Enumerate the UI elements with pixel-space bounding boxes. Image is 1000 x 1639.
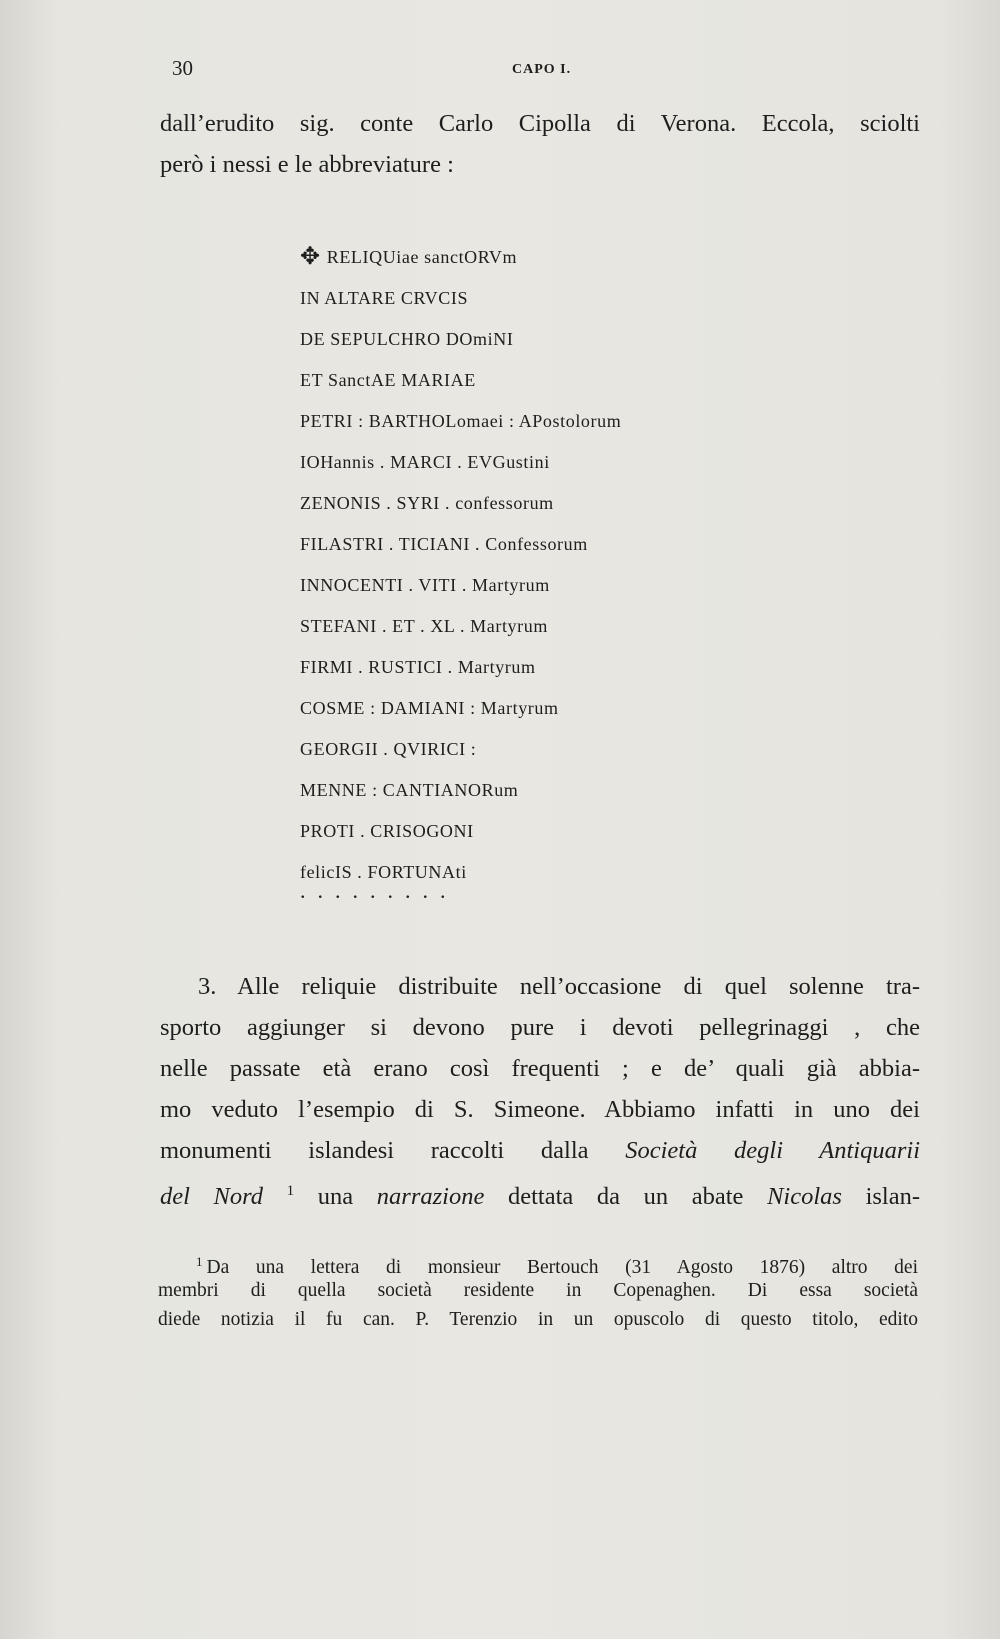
- footnote-line: [158, 1247, 918, 1276]
- footnote-line: diede notizia il fu can. P. Terenzio in un opuscolo di questo titolo, edito: [158, 1309, 918, 1330]
- text-line: 3. Alle reliquie distribuite nell’occasione di quel solenne tra-: [198, 973, 920, 1000]
- inscription-text: RELIQUiae sanctORVm: [326, 247, 518, 267]
- inscription-line: IN ALTARE CRVCIS: [300, 288, 469, 308]
- italic-word: narrazione: [376, 1183, 485, 1210]
- inscription-line: FILASTRI . TICIANI . Confessorum: [300, 534, 588, 554]
- footnote-text: Da una lettera di monsieur Bertouch (31 Agosto 1876) altro dei: [206, 1257, 918, 1278]
- text-segment: dettata da un abate: [484, 1183, 768, 1210]
- cross-icon: ✥: [300, 244, 321, 270]
- text-line: dall’erudito sig. conte Carlo Cipolla di Verona. Eccola, sciolti: [160, 110, 920, 137]
- footnote-mark: 1: [196, 1254, 203, 1269]
- inscription-line: PROTI . CRISOGONI: [300, 821, 474, 841]
- inscription-line: GEORGII . QVIRICI :: [300, 739, 477, 759]
- section-3-paragraph: [160, 966, 920, 1212]
- inscription-line: ET SanctAE MARIAE: [300, 370, 476, 390]
- ellipsis-dots: .........: [300, 878, 458, 903]
- inscription-line: PETRI : BARTHOLomaei : APostolorum: [300, 411, 622, 431]
- text-line: [160, 1130, 920, 1171]
- inscription-line: [300, 237, 860, 278]
- inscription-block: [300, 237, 860, 893]
- inscription-line: STEFANI . ET . XL . Martyrum: [300, 616, 548, 636]
- inscription-line: MENNE : CANTIANORum: [300, 780, 519, 800]
- inscription-line: INNOCENTI . VITI . Martyrum: [300, 575, 550, 595]
- footnote-reference: 1: [286, 1183, 295, 1199]
- italic-title: Società degli Antiquarii: [625, 1137, 921, 1164]
- running-head: [172, 56, 872, 86]
- inscription-line: DE SEPULCHRO DOmiNI: [300, 329, 514, 349]
- text-segment: monumenti islandesi raccolti dalla: [160, 1137, 626, 1164]
- text-line: sporto aggiunger si devono pure i devoti pellegrinaggi , che: [160, 1014, 920, 1041]
- inscription-line: FIRMI . RUSTICI . Martyrum: [300, 657, 536, 677]
- text-segment: una: [294, 1183, 377, 1210]
- inscription-line: felicIS . FORTUNAti: [300, 862, 467, 882]
- text-segment: islan-: [841, 1183, 920, 1210]
- footnote: [158, 1247, 918, 1334]
- text-line: però i nessi e le abbreviature :: [160, 151, 454, 178]
- inscription-line: COSME : DAMIANI : Martyrum: [300, 698, 559, 718]
- footnote-line: membri di quella società residente in Copenaghen. Di essa società: [158, 1280, 918, 1301]
- inscription-line: IOHannis . MARCI . EVGustini: [300, 452, 550, 472]
- intro-paragraph: [160, 103, 920, 185]
- italic-title: del Nord: [160, 1183, 264, 1210]
- text-line: nelle passate età erano così frequenti ; e de’ quali già abbia-: [160, 1055, 920, 1082]
- chapter-heading: CAPO I.: [512, 62, 572, 77]
- text-line: mo veduto l’esempio di S. Simeone. Abbiamo infatti in uno dei: [160, 1096, 920, 1123]
- page-number: 30: [172, 56, 193, 80]
- text-line: [160, 1171, 920, 1212]
- italic-name: Nicolas: [767, 1183, 842, 1210]
- inscription-line: ZENONIS . SYRI . confessorum: [300, 493, 554, 513]
